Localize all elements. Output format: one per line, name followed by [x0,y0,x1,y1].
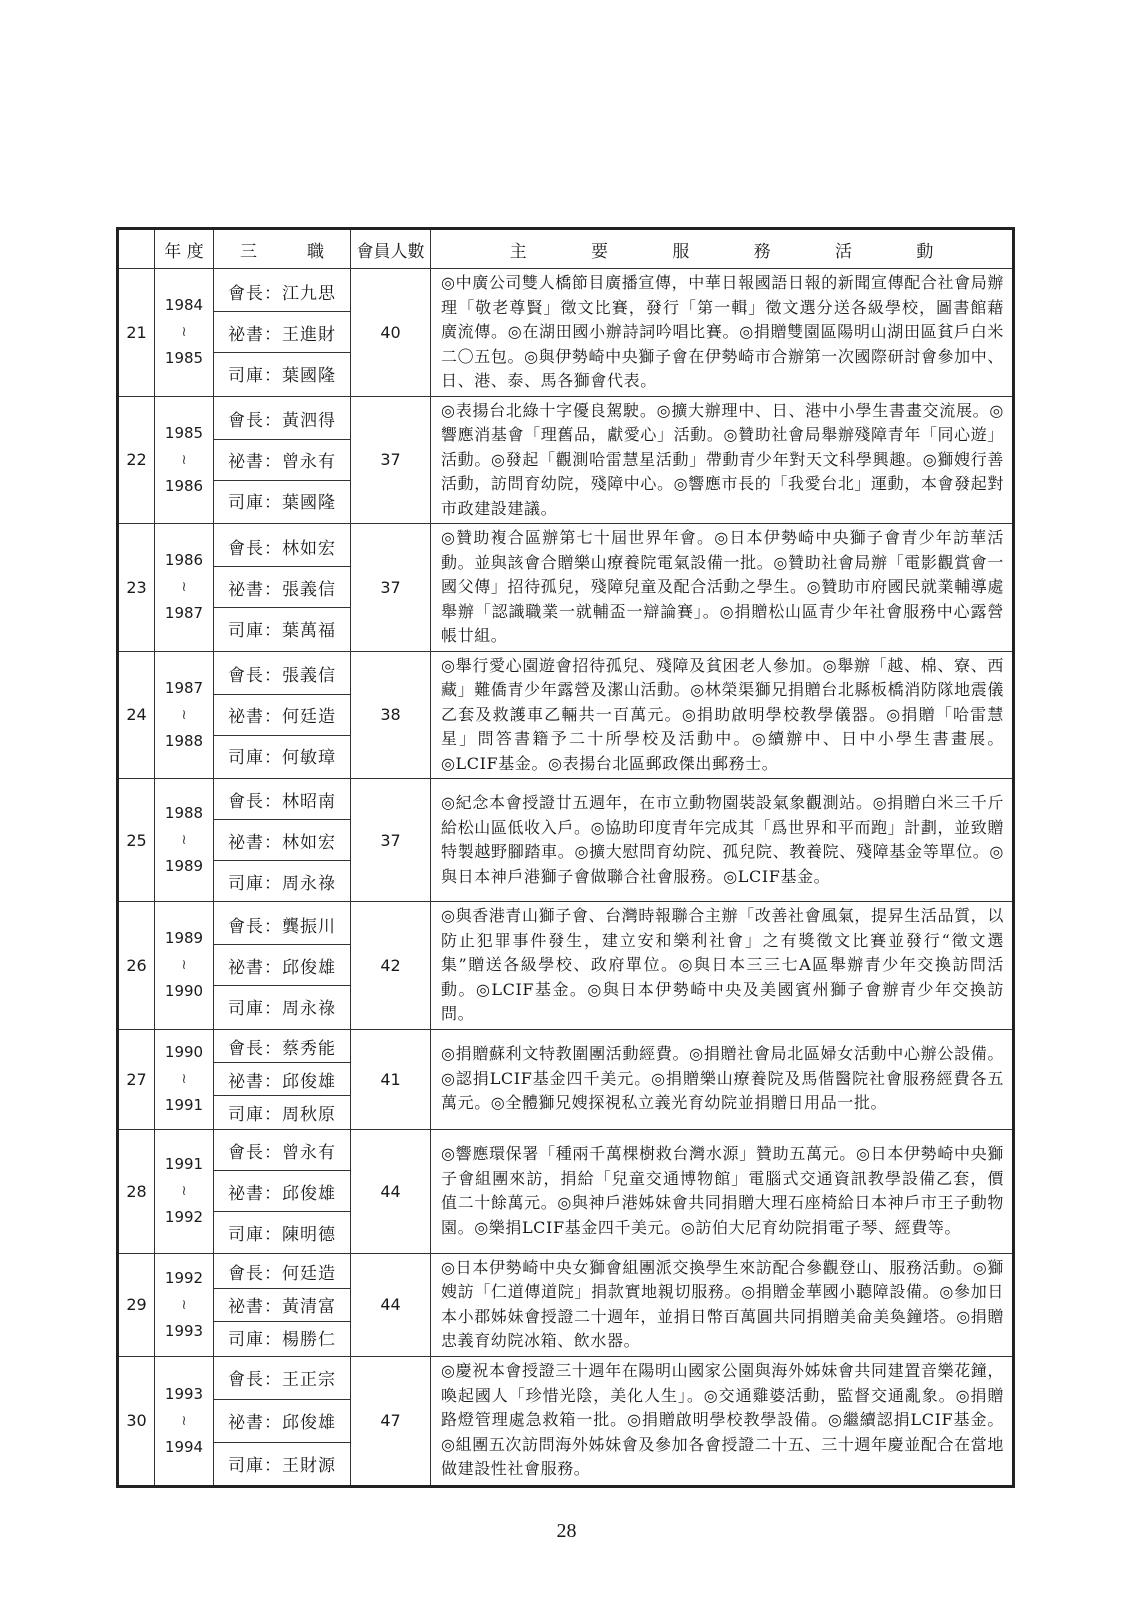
officers-cell [214,651,351,779]
officer-treasurer: 司庫：葉萬福 [228,620,336,641]
year-end: 1985 [164,349,204,368]
officers-cell [214,396,351,524]
header-year: 年 度 [155,229,214,269]
term-years [155,524,214,652]
year-end: 1986 [164,476,204,495]
row-number: 26 [118,902,155,1030]
term-years [155,269,214,397]
year-start: 1984 [164,296,204,315]
table-row [118,779,1014,902]
term-years [155,396,214,524]
header-activities [431,229,1014,269]
table-row [118,1356,1014,1486]
officers-cell [214,779,351,902]
row-number: 25 [118,779,155,902]
table-body [118,269,1014,1487]
officers-cell [214,524,351,652]
officers-cell [214,1129,351,1253]
year-end: 1989 [164,857,204,875]
officer-secretary: 祕書：黃清富 [214,1288,350,1322]
page-number: 28 [556,1520,577,1542]
activities-text: ◎慶祝本會授證三十週年在陽明山國家公園與海外姊妹會共同建置音樂花鐘，喚起國人「珍惜光陰，美化人生」。◎交通雞婆活動，監督交通亂象。◎捐贈路燈管理處急救箱一批。◎捐贈啟明學校教學設備。◎繼續認捐LCIF基金。◎組團五次訪問海外姊妹會及參加各會授證二十五、三十週年慶並配合在當地做建設性社會服務。 [431,1356,1014,1486]
officer-secretary: 祕書：王進財 [214,311,350,353]
activities-text: ◎響應環保署「種兩千萬棵樹救台灣水源」贊助五萬元。◎日本伊勢崎中央獅子會組團來訪，捐給「兒童交通博物館」電腦式交通資訊教學設備乙套，價值二十餘萬元。◎與神戶港姊妹會共同捐贈大理石座椅給日本神戶市王子動物園。◎樂捐LCIF基金四千美元。◎訪伯大尼育幼院捐電子琴、經費等。 [431,1129,1014,1253]
officer-president: 會長：曾永有 [228,1142,336,1163]
year-end: 1993 [164,1321,204,1340]
table-row [118,1253,1014,1356]
officer-treasurer: 司庫：陳明德 [228,1224,336,1245]
officers-cell [214,1356,351,1486]
officer-president: 會長：江九思 [228,283,336,304]
year-end: 1994 [164,1437,204,1456]
header-activities-char: 務 [753,241,771,262]
table-row [118,1029,1014,1129]
officer-secretary: 祕書：邱俊雄 [214,1399,350,1443]
year-range-mark: ≀ [181,1296,187,1313]
header-officers-char: 三 [240,241,257,262]
officer-secretary: 祕書：曾永有 [214,439,350,481]
year-start: 1992 [164,1268,204,1287]
term-years [155,779,214,902]
year-start: 1987 [164,678,204,697]
officer-president: 會長：張義信 [228,666,336,687]
header-officers-char: 職 [307,241,324,262]
header-activities-char: 要 [591,241,608,262]
officers-cell [214,1029,351,1129]
member-count: 41 [351,1029,431,1129]
term-years [155,1356,214,1486]
year-end: 1987 [164,604,204,623]
activities-text: ◎舉行愛心園遊會招待孤兒、殘障及貧困老人參加。◎舉辦「越、棉、寮、西藏」難僑青少年露營及潔山活動。◎林榮渠獅兄捐贈台北縣板橋消防隊地震儀乙套及救護車乙輛共一百萬元。◎捐助啟明學校教學儀器。◎捐贈「哈雷慧星」問答書籍予二十所學校及活動中。◎續辦中、日中小學生書畫展。◎LCIF基金。◎表揚台北區郵政傑出郵務士。 [431,651,1014,779]
officer-treasurer: 司庫：王財源 [228,1456,336,1476]
row-number: 22 [118,396,155,524]
year-end: 1992 [164,1208,204,1226]
year-start: 1993 [164,1384,204,1403]
activities-text: ◎紀念本會授證廿五週年，在市立動物園裝設氣象觀測站。◎捐贈白米三千斤給松山區低收入戶。◎協助印度青年完成其「爲世界和平而跑」計劃，並致贈特製越野腳踏車。◎擴大慰問育幼院、孤兒院、教養院、殘障基金等單位。◎與日本神戶港獅子會做聯合社會服務。◎LCIF基金。 [431,779,1014,902]
officer-secretary: 祕書：邱俊雄 [214,1062,350,1096]
header-activities-char: 動 [916,241,934,262]
officer-president: 會長：林昭南 [228,791,336,812]
year-start: 1991 [164,1155,204,1173]
officer-president: 會長：何廷造 [228,1264,336,1284]
member-count: 37 [351,524,431,652]
year-range-mark: ≀ [181,451,187,468]
year-start: 1988 [164,804,204,822]
year-range-mark: ≀ [181,579,187,596]
year-range-mark: ≀ [181,324,187,341]
member-count: 42 [351,902,431,1030]
row-number: 23 [118,524,155,652]
row-number: 24 [118,651,155,779]
officer-president: 會長：黃泗得 [228,411,336,432]
term-years [155,1253,214,1356]
member-count: 47 [351,1356,431,1486]
table-row [118,396,1014,524]
term-years [155,902,214,1030]
table-row [118,902,1014,1030]
officers-cell [214,1253,351,1356]
officer-secretary: 祕書：張義信 [214,566,350,608]
row-number: 29 [118,1253,155,1356]
row-number: 27 [118,1029,155,1129]
activities-text: ◎日本伊勢崎中央女獅會組團派交換學生來訪配合參觀登山、服務活動。◎獅嫂訪「仁道傳道院」捐款實地親切服務。◎捐贈金華國小聽障設備。◎參加日本小郡姊妹會授證二十週年，並捐日幣百萬圓共同捐贈美侖美奐鐘塔。◎捐贈忠義育幼院冰箱、飲水器。 [431,1253,1014,1356]
officer-secretary: 祕書：何廷造 [214,694,350,736]
table-row [118,524,1014,652]
officer-secretary: 祕書：林如宏 [214,819,350,861]
activities-text: ◎表揚台北綠十字優良駕駛。◎擴大辦理中、日、港中小學生書畫交流展。◎響應消基會「理舊品，獻愛心」活動。◎贊助社會局舉辦殘障青年「同心遊」活動。◎發起「觀測哈雷慧星活動」帶動青少年對天文科學興趣。◎獅嫂行善活動，訪問育幼院，殘障中心。◎響應市長的「我愛台北」運動，本會發起對市政建設建議。 [431,396,1014,524]
header-officers [214,229,351,269]
year-start: 1990 [164,1043,204,1061]
year-range-mark: ≀ [181,832,187,848]
activity-record-table [116,227,1015,1488]
year-range-mark: ≀ [181,1071,187,1087]
header-number [118,229,155,269]
table-row [118,1129,1014,1253]
officer-president: 會長：王正宗 [228,1370,336,1390]
year-end: 1991 [164,1096,204,1114]
header-activities-char: 活 [834,241,852,262]
header-activities-char: 服 [672,241,690,262]
term-years [155,1029,214,1129]
officer-secretary: 祕書：邱俊雄 [214,1170,350,1212]
member-count: 44 [351,1129,431,1253]
activities-text: ◎與香港青山獅子會、台灣時報聯合主辦「改善社會風氣，提昇生活品質，以防止犯罪事件發生，建立安和樂利社會」之有獎徵文比賽並發行“徵文選集”贈送各級學校、政府單位。◎與日本三三七A區舉辦青少年交換訪問活動。◎LCIF基金。◎與日本伊勢崎中央及美國賓州獅子會辦青少年交換訪問。 [431,902,1014,1030]
member-count: 40 [351,269,431,397]
member-count: 44 [351,1253,431,1356]
activities-text: ◎中廣公司雙人橋節目廣播宣傳，中華日報國語日報的新聞宣傳配合社會局辦理「敬老尊賢」徵文比賽，發行「第一輯」徵文選分送各級學校，圖書館藉廣流傳。◎在湖田國小辦詩詞吟唱比賽。◎捐贈雙園區陽明山湖田區貧戶白米二〇五包。◎與伊勢崎中央獅子會在伊勢崎市合辦第一次國際研討會參加中、日、港、泰、馬各獅會代表。 [431,269,1014,397]
term-years [155,1129,214,1253]
officers-cell [214,902,351,1030]
officer-president: 會長：林如宏 [228,538,336,559]
member-count: 37 [351,396,431,524]
year-start: 1985 [164,423,204,442]
officer-treasurer: 司庫：葉國隆 [228,365,336,386]
officer-treasurer: 司庫：楊勝仁 [228,1330,336,1350]
officers-cell [214,269,351,397]
term-years [155,651,214,779]
row-number: 28 [118,1129,155,1253]
officer-treasurer: 司庫：周永祿 [228,873,336,894]
officer-president: 會長：龔振川 [228,916,336,937]
activities-text: ◎捐贈蘇利文特教圍團活動經費。◎捐贈社會局北區婦女活動中心辦公設備。◎認捐LCIF基金四千美元。◎捐贈樂山療養院及馬偕醫院社會服務經費各五萬元。◎全體獅兄嫂探視私立義光育幼院並捐贈日用品一批。 [431,1029,1014,1129]
year-range-mark: ≀ [181,1183,187,1199]
header-activities-char: 主 [509,241,527,262]
officer-treasurer: 司庫：周秋原 [228,1104,336,1125]
officer-treasurer: 司庫：何敏璋 [228,748,336,769]
officer-president: 會長：蔡秀能 [228,1038,336,1059]
year-range-mark: ≀ [181,957,187,974]
header-member-count: 會員人數 [351,229,431,269]
officer-treasurer: 司庫：葉國隆 [228,493,336,514]
table-row [118,269,1014,397]
row-number: 30 [118,1356,155,1486]
officer-secretary: 祕書：邱俊雄 [214,944,350,986]
header-row [118,229,1014,269]
table-row [118,651,1014,779]
year-range-mark: ≀ [181,706,187,723]
row-number: 21 [118,269,155,397]
member-count: 38 [351,651,431,779]
year-end: 1990 [164,982,204,1001]
activities-text: ◎贊助複合區辦第七十屆世界年會。◎日本伊勢崎中央獅子會青少年訪華活動。並與該會合贈樂山療養院電氣設備一批。◎贊助社會局辦「電影觀賞會一國父傳」招待孤兒，殘障兒童及配合活動之學生。◎贊助市府國民就業輔導處舉辦「認識職業一就輔盃一辯論賽」。◎捐贈松山區青少年社會服務中心露營帳廿組。 [431,524,1014,652]
member-count: 37 [351,779,431,902]
year-range-mark: ≀ [181,1412,187,1429]
officer-treasurer: 司庫：周永祿 [228,998,336,1019]
year-start: 1986 [164,551,204,570]
year-start: 1989 [164,929,204,948]
year-end: 1988 [164,731,204,750]
